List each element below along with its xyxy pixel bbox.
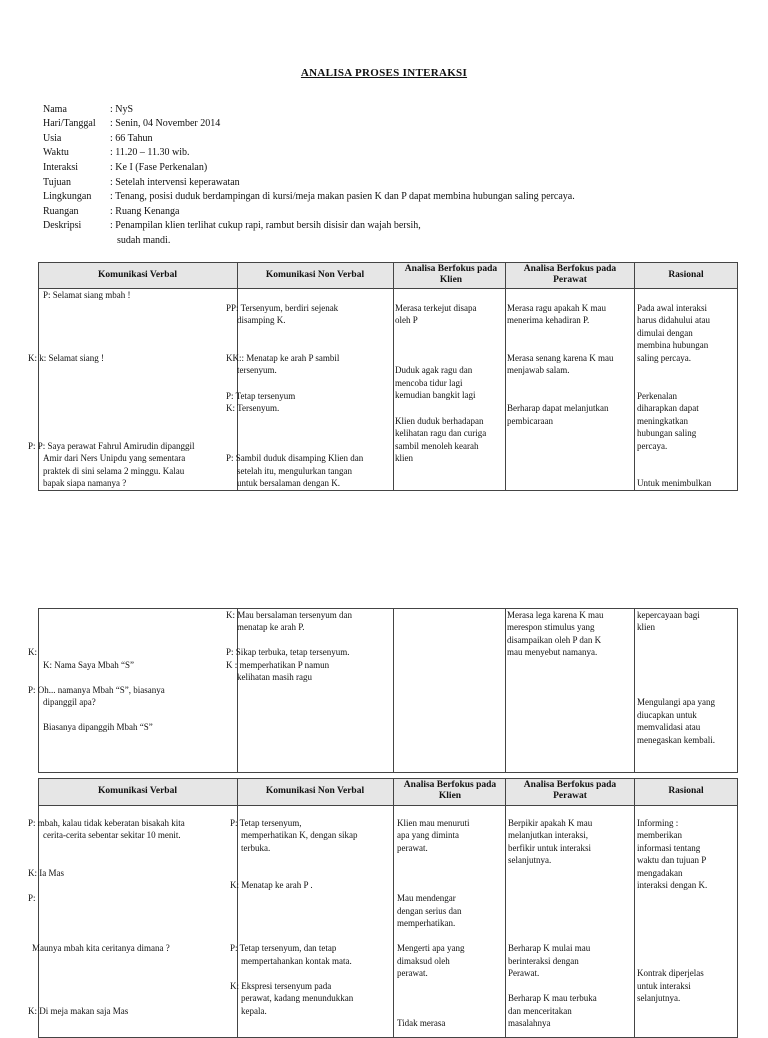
header-perawat-2: Analisa Berfokus pada Perawat — [523, 780, 617, 801]
table-3-nonverbal-a: P: Tetap tersenyum, — [230, 818, 302, 828]
table-1-rasional-2a: Perkenalan — [637, 391, 677, 401]
header-nonverbal: Komunikasi Non Verbal — [265, 270, 365, 280]
table-3-perawat-g: Perawat. — [508, 968, 540, 978]
table-3-header-rule — [38, 805, 738, 806]
header-klien-2: Analisa Berfokus pada Klien — [403, 780, 497, 801]
table-1-perawat-3b: pembicaraan — [507, 416, 553, 426]
header-rasional: Rasional — [668, 270, 704, 280]
table-3-perawat-e: Berharap K mulai mau — [508, 943, 591, 953]
identity-value-time: : 11.20 – 11.30 wib. — [110, 147, 190, 158]
table-1-perawat-1a: Merasa ragu apakah K mau — [507, 303, 606, 313]
table-3-rasional-f: interaksi dengan K. — [637, 880, 708, 890]
table-3-perawat-j: masalahnya — [508, 1018, 551, 1028]
table-1-verbal-3c: praktek di sini selama 2 minggu. Kalau — [43, 466, 185, 476]
table-3-rasional-e: mengadakan — [637, 868, 683, 878]
table-1-perawat-2a: Merasa senang karena K mau — [507, 353, 614, 363]
table-1-rasional-1b: harus didahului atau — [637, 315, 710, 325]
table-2-nonverbal-c: P: Sikap terbuka, tetap tersenyum. — [226, 647, 350, 657]
identity-label-date: Hari/Tanggal — [43, 118, 96, 129]
table-2-col-rule — [505, 608, 506, 773]
table-3-col-rule — [634, 778, 635, 1038]
table-3-verbal-d: P: — [28, 893, 36, 903]
table-3-nonverbal-f: mempertahankan kontak mata. — [241, 956, 352, 966]
table-3-nonverbal-g: K: Ekspresi tersenyum pada — [230, 981, 332, 991]
table-3-rasional-b: memberikan — [637, 830, 682, 840]
table-1-nonverbal-5b: setelah itu, mengulurkan tangan — [237, 466, 352, 476]
header-klien: Analisa Berfokus pada Klien — [404, 264, 498, 285]
header-nonverbal-2: Komunikasi Non Verbal — [265, 786, 365, 796]
table-3-verbal-b: cerita-cerita sebentar sekitar 10 menit. — [43, 830, 181, 840]
table-1-klien-1a: Merasa terkejut disapa — [395, 303, 477, 313]
table-3-rasional-c: informasi tentang — [637, 843, 701, 853]
table-3-klien-g: Mengerti apa yang — [397, 943, 465, 953]
identity-value-date: : Senin, 04 November 2014 — [110, 118, 221, 129]
table-3-verbal-a: P: mbah, kalau tidak keberatan bisakah kita — [28, 818, 185, 828]
table-3-nonverbal-e: P: Tetap tersenyum, dan tetap — [230, 943, 337, 953]
identity-value-interaction: : Ke I (Fase Perkenalan) — [110, 162, 208, 173]
page-title: ANALISA PROSES INTERAKSI — [300, 67, 468, 79]
table-3-rasional-a: Informing : — [637, 818, 679, 828]
table-2-rasional-b: klien — [637, 622, 655, 632]
header-rasional-2: Rasional — [668, 786, 704, 796]
table-1-nonverbal-4: K: Tersenyum. — [226, 403, 280, 413]
identity-value-description-cont: sudah mandi. — [117, 235, 171, 246]
table-2-nonverbal-b: menatap ke arah P. — [237, 622, 305, 632]
table-3-klien-a: Klien mau menuruti — [397, 818, 470, 828]
table-1-rasional-1a: Pada awal interaksi — [637, 303, 707, 313]
table-3-klien-b: apa yang diminta — [397, 830, 459, 840]
table-2-rasional-c: Mengulangi apa yang — [637, 697, 715, 707]
table-2-nonverbal-a: K: Mau bersalaman tersenyum dan — [226, 610, 352, 620]
table-3-nonverbal-b: memperhatikan K, dengan sikap — [241, 830, 358, 840]
table-1-header-rule — [38, 288, 738, 289]
table-3-col-rule — [237, 778, 238, 1038]
table-2-rasional-e: memvalidasi atau — [637, 722, 701, 732]
table-3-verbal-e: Maunya mbah kita ceritanya dimana ? — [32, 943, 170, 953]
table-3-perawat-b: melanjutkan interaksi, — [508, 830, 588, 840]
table-3-nonverbal-i: kepala. — [241, 1006, 267, 1016]
table-3-klien-h: dimaksud oleh — [397, 956, 450, 966]
table-1-nonverbal-2b: tersenyum. — [237, 365, 277, 375]
table-2-verbal-d: dipanggil apa? — [43, 697, 96, 707]
identity-label-interaction: Interaksi — [43, 162, 78, 173]
identity-value-environment: : Tenang, posisi duduk berdampingan di kursi/meja makan pasien K dan P dapat membina hubungan saling percaya. — [110, 191, 575, 202]
table-1-nonverbal-1a: PP: Tersenyum, berdiri sejenak — [226, 303, 339, 313]
table-2-perawat-c: disampaikan oleh P dan K — [507, 635, 602, 645]
table-3-nonverbal-h: perawat, kadang menundukkan — [241, 993, 354, 1003]
table-1-klien-2b: mencoba tidur lagi — [395, 378, 463, 388]
identity-label-age: Usia — [43, 133, 62, 144]
table-2-verbal-a: K: — [28, 647, 37, 657]
table-1-perawat-3a: Berharap dapat melanjutkan — [507, 403, 609, 413]
table-2-col-rule — [634, 608, 635, 773]
table-1-verbal-1: P: Selamat siang mbah ! — [43, 290, 131, 300]
table-1-klien-2c: kemudian bangkit lagi — [395, 390, 476, 400]
table-1-col-rule — [634, 262, 635, 491]
table-3-perawat-c: berfikir untuk interaksi — [508, 843, 591, 853]
table-1-rasional-2e: percaya. — [637, 441, 668, 451]
table-3-rasional-d: waktu dan tujuan P — [637, 855, 707, 865]
table-1-rasional-2c: meningkatkan — [637, 416, 688, 426]
table-2-nonverbal-e: kelihatan masih ragu — [237, 672, 312, 682]
table-3-col-rule — [505, 778, 506, 1038]
table-1-klien-2a: Duduk agak ragu dan — [395, 365, 473, 375]
identity-label-room: Ruangan — [43, 206, 79, 217]
table-3-rasional-i: selanjutnya. — [637, 993, 681, 1003]
table-3-klien-j: Tidak merasa — [397, 1018, 446, 1028]
table-2-verbal-c: P: Oh... namanya Mbah “S”, biasanya — [28, 685, 165, 695]
table-1-col-rule — [393, 262, 394, 491]
table-3-klien-d: Mau mendengar — [397, 893, 456, 903]
header-perawat: Analisa Berfokus pada Perawat — [523, 264, 617, 285]
identity-label-description: Deskripsi — [43, 220, 82, 231]
table-3-perawat-h: Berharap K mau terbuka — [508, 993, 597, 1003]
table-3-verbal-f: K: Di meja makan saja Mas — [28, 1006, 129, 1016]
table-3-perawat-d: selanjutnya. — [508, 855, 552, 865]
table-1-nonverbal-3: P: Tetap tersenyum — [226, 391, 296, 401]
table-1-nonverbal-2a: KK:: Menatap ke arah P sambil — [226, 353, 340, 363]
identity-label-goal: Tujuan — [43, 177, 71, 188]
table-3-frame — [38, 778, 738, 1038]
table-1-verbal-3d: bapak siapa namanya ? — [43, 478, 127, 488]
identity-label-name: Nama — [43, 104, 67, 115]
table-3-rasional-g: Kontrak diperjelas — [637, 968, 704, 978]
table-2-perawat-d: mau menyebut namanya. — [507, 647, 598, 657]
table-1-rasional-3: Untuk menimbulkan — [637, 478, 712, 488]
table-1-klien-3c: sambil menoleh kearah — [395, 441, 479, 451]
table-2-perawat-b: merespon stimulus yang — [507, 622, 595, 632]
header-verbal-2: Komunikasi Verbal — [98, 786, 177, 796]
table-1-nonverbal-1b: disamping K. — [237, 315, 286, 325]
table-2-nonverbal-d: K : memperhatikan P namun — [226, 660, 330, 670]
table-2-perawat-a: Merasa lega karena K mau — [507, 610, 604, 620]
identity-label-time: Waktu — [43, 147, 69, 158]
table-1-klien-3d: klien — [395, 453, 413, 463]
table-1-klien-1b: oleh P — [395, 315, 418, 325]
table-1-verbal-3b: Amir dari Ners Unipdu yang sementara — [43, 453, 186, 463]
table-1-rasional-1e: saling percaya. — [637, 353, 691, 363]
identity-value-goal: : Setelah intervensi keperawatan — [110, 177, 240, 188]
table-3-col-rule — [393, 778, 394, 1038]
identity-value-name: : NyS — [110, 104, 134, 115]
identity-label-environment: Lingkungan — [43, 191, 92, 202]
table-3-klien-i: perawat. — [397, 968, 428, 978]
identity-value-description: : Penampilan klien terlihat cukup rapi, rambut bersih disisir dan wajah bersih, — [110, 220, 421, 231]
header-verbal: Komunikasi Verbal — [98, 270, 177, 280]
table-2-rasional-d: diucapkan untuk — [637, 710, 697, 720]
table-3-klien-c: perawat. — [397, 843, 428, 853]
table-2-rasional-a: kepercayaan bagi — [637, 610, 700, 620]
table-1-klien-3b: kelihatan ragu dan curiga — [395, 428, 487, 438]
table-1-perawat-1b: menerima kehadiran P. — [507, 315, 590, 325]
table-3-verbal-c: K: Ia Mas — [28, 868, 64, 878]
table-1-col-rule — [505, 262, 506, 491]
table-3-perawat-a: Berpikir apakah K mau — [508, 818, 593, 828]
table-2-verbal-e: Biasanya dipanggih Mbah “S” — [43, 722, 153, 732]
table-3-nonverbal-d: K: Menatap ke arah P . — [230, 880, 313, 890]
table-1-rasional-1c: dimulai dengan — [637, 328, 693, 338]
table-1-rasional-1d: membina hubungan — [637, 340, 709, 350]
table-3-perawat-i: dan menceritakan — [508, 1006, 572, 1016]
table-2-verbal-b: K: Nama Saya Mbah “S” — [43, 660, 134, 670]
table-1-perawat-2b: menjawab salam. — [507, 365, 570, 375]
table-1-rasional-2b: diharapkan dapat — [637, 403, 699, 413]
table-2-rasional-f: menegaskan kembali. — [637, 735, 715, 745]
table-3-perawat-f: berinteraksi dengan — [508, 956, 579, 966]
table-1-nonverbal-5a: P: Sambil duduk disamping Klien dan — [226, 453, 364, 463]
table-1-rasional-2d: hubungan saling — [637, 428, 697, 438]
table-1-klien-3a: Klien duduk berhadapan — [395, 416, 484, 426]
table-3-nonverbal-c: terbuka. — [241, 843, 271, 853]
table-2-col-rule — [393, 608, 394, 773]
table-1-verbal-2: K: k: Selamat siang ! — [28, 353, 104, 363]
table-1-verbal-3a: P: P: Saya perawat Fahrul Amirudin dipanggil — [28, 441, 195, 451]
identity-value-age: : 66 Tahun — [110, 133, 153, 144]
table-1-nonverbal-5c: untuk bersalaman dengan K. — [237, 478, 340, 488]
identity-value-room: : Ruang Kenanga — [110, 206, 180, 217]
table-3-klien-e: dengan serius dan — [397, 906, 462, 916]
table-3-klien-f: memperhatikan. — [397, 918, 456, 928]
table-3-rasional-h: untuk interaksi — [637, 981, 691, 991]
